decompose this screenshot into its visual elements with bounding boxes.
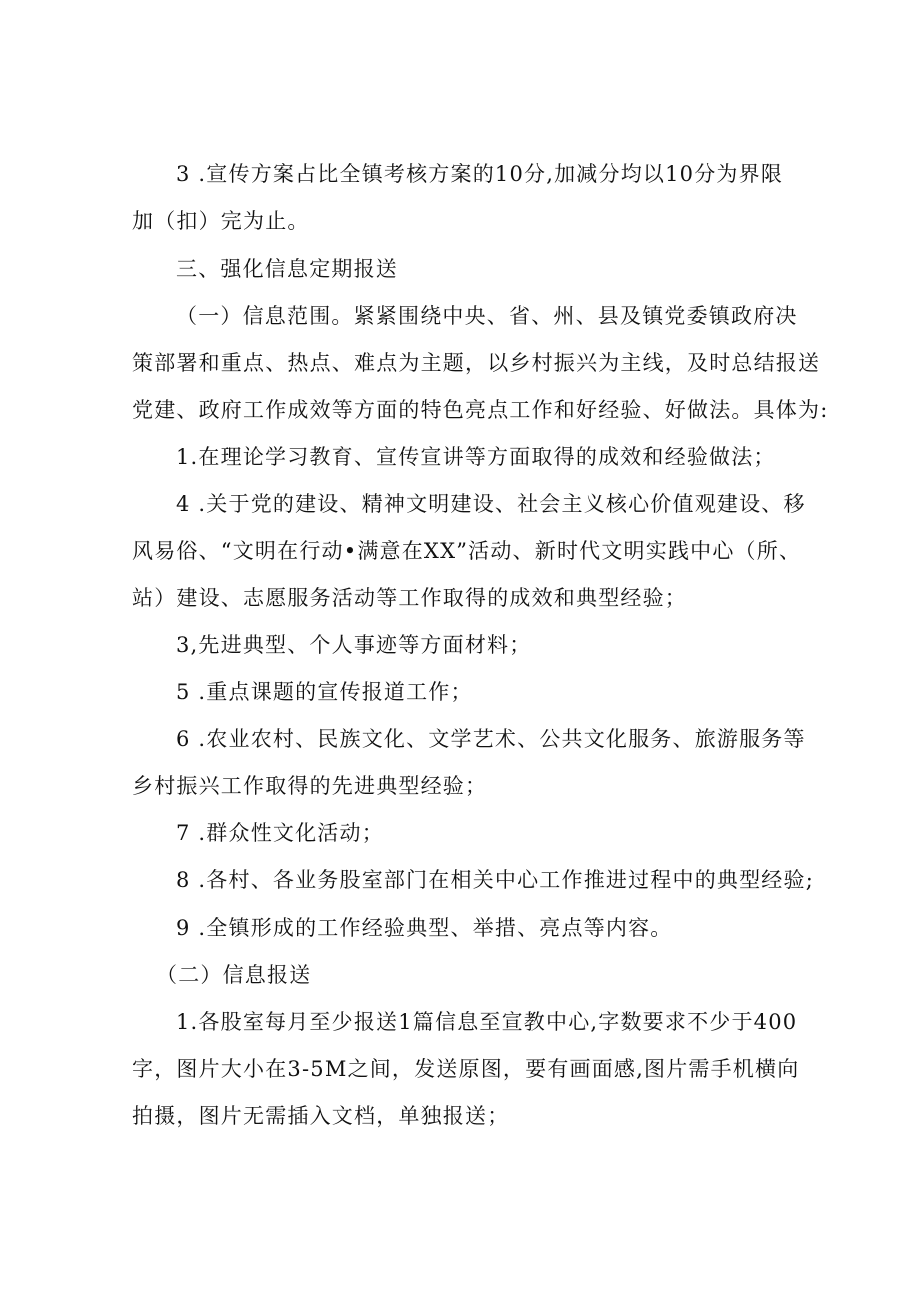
paragraph-3-line-1: 3 .宣传方案占比全镇考核方案的10分,加减分均以10分为界限: [176, 162, 784, 186]
list-item-7: 7 .群众性文化活动；: [176, 821, 384, 845]
list-item-4-line-2: 风易俗、“文明在行动•满意在XX”活动、新时代文明实践中心（所、: [132, 539, 802, 563]
section-heading-3: 三、强化信息定期报送: [176, 257, 398, 281]
list-item-9: 9 .全镇形成的工作经验典型、举措、亮点等内容。: [176, 916, 673, 940]
list-item-6-line-1: 6 .农业农村、民族文化、文学艺术、公共文化服务、旅游服务等: [176, 727, 806, 751]
list-item-1: 1.在理论学习教育、宣传宣讲等方面取得的成效和经验做法；: [176, 445, 776, 469]
list-item-4-line-3: 站）建设、志愿服务活动等工作取得的成效和典型经验；: [132, 586, 687, 610]
subsection-1-line-3: 党建、政府工作成效等方面的特色亮点工作和好经验、好做法。具体为:: [132, 398, 829, 422]
list-item-4-line-1: 4 .关于党的建设、精神文明建设、社会主义核心价值观建设、移: [176, 492, 806, 516]
subsection-1-line-2: 策部署和重点、热点、难点为主题，以乡村振兴为主线，及时总结报送: [132, 351, 821, 375]
list-item-8: 8 .各村、各业务股室部门在相关中心工作推进过程中的典型经验;: [176, 868, 814, 892]
report-item-1-line-2: 字，图片大小在3-5M之间，发送原图，要有画面感,图片需手机横向: [132, 1057, 800, 1081]
list-item-3: 3,先进典型、个人事迹等方面材料；: [176, 633, 532, 657]
report-item-1-line-3: 拍摄，图片无需插入文档，单独报送；: [132, 1104, 510, 1128]
report-item-1-line-1: 1.各股室每月至少报送1篇信息至宣教中心,字数要求不少于400: [176, 1010, 798, 1034]
paragraph-3-line-2: 加（扣）完为止。: [132, 209, 310, 233]
list-item-6-line-2: 乡村振兴工作取得的先进典型经验；: [132, 774, 488, 798]
subsection-heading-2: （二）信息报送: [156, 963, 312, 987]
list-item-5: 5 .重点课题的宣传报道工作；: [176, 680, 473, 704]
subsection-1-line-1: （一）信息范围。紧紧围绕中央、省、州、县及镇党委镇政府决: [176, 304, 798, 328]
